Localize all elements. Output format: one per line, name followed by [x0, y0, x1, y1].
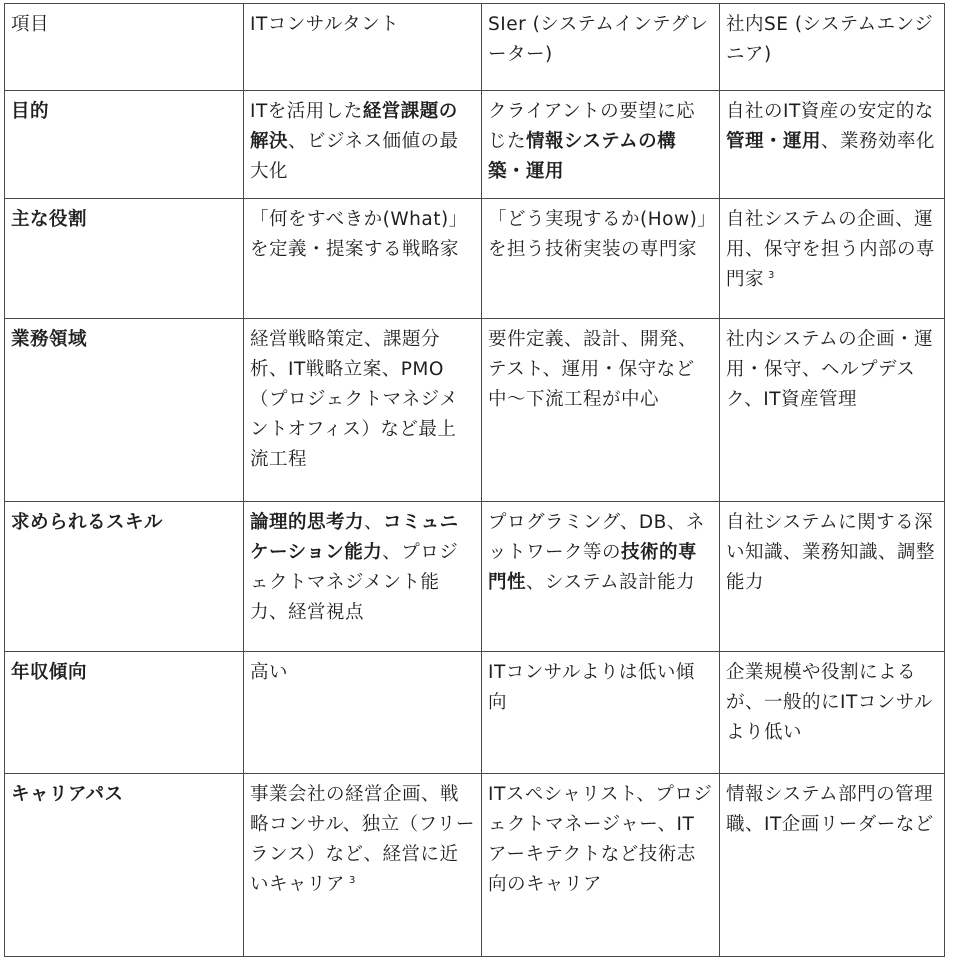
text-segment: 自社のIT資産の安定的な	[726, 101, 934, 122]
cell-career-it-consultant	[244, 774, 482, 957]
comparison-table	[4, 3, 945, 957]
cell-role-sier	[482, 199, 720, 319]
header-cell-sier: SIer (システムインテグレーター)	[482, 4, 720, 91]
text-segment: 「どう実現するか(How)」を担う技術実装の専門家	[488, 209, 708, 260]
cell-career-in-house-se	[720, 774, 945, 957]
table-row-purpose	[5, 91, 945, 199]
bold-text: 技術的専門性	[488, 542, 698, 593]
text-segment: 事業会社の経営企画、戦略コンサル、独立（フリーランス）など、経営に近いキャリア	[250, 784, 475, 895]
cell-salary-it-consultant	[244, 652, 482, 774]
text-segment: 企業規模や役割によるが、一般的にITコンサルより低い	[726, 662, 933, 743]
cell-salary-in-house-se	[720, 652, 945, 774]
cell-purpose-sier	[482, 91, 720, 199]
header-cell-item: 項目	[5, 4, 244, 91]
row-label: キャリアパス	[5, 774, 244, 957]
text-segment: 、システム設計能力	[526, 572, 696, 593]
cell-role-it-consultant	[244, 199, 482, 319]
table-row-role	[5, 199, 945, 319]
cell-career-sier	[482, 774, 720, 957]
cell-skills-in-house-se	[720, 502, 945, 652]
text-segment: 経営戦略策定、課題分析、IT戦略立案、PMO（プロジェクトマネジメントオフィス）など最上流工程	[250, 329, 459, 470]
text-segment: 、ビジネス価値の最大化	[250, 131, 459, 182]
text-segment: 自社システムに関する深い知識、業務知識、調整能力	[726, 512, 936, 593]
text-segment: 要件定義、設計、開発、テスト、運用・保守など中〜下流工程が中心	[488, 329, 698, 410]
bold-text: 情報システムの構築・運用	[488, 131, 677, 182]
table-row-skills	[5, 502, 945, 652]
row-label: 目的	[5, 91, 244, 199]
row-label: 主な役割	[5, 199, 244, 319]
header-cell-it-consultant: ITコンサルタント	[244, 4, 482, 91]
table-header-row	[5, 4, 945, 91]
text-segment: 、業務効率化	[821, 131, 936, 152]
bold-text: コミュニケーション能力	[250, 512, 459, 563]
bold-text: 経営課題の解決	[250, 101, 458, 152]
cell-salary-sier	[482, 652, 720, 774]
row-label: 求められるスキル	[5, 502, 244, 652]
text-segment: プログラミング、DB、ネットワーク等の	[488, 512, 705, 563]
text-segment: ITコンサルよりは低い傾向	[488, 662, 695, 713]
text-segment: 社内システムの企画・運用・保守、ヘルプデスク、IT資産管理	[726, 329, 934, 410]
text-segment: ITを活用した	[250, 101, 363, 122]
table-row-scope	[5, 319, 945, 502]
row-label: 業務領域	[5, 319, 244, 502]
header-cell-in-house-se: 社内SE (システムエンジニア)	[720, 4, 945, 91]
cell-purpose-in-house-se	[720, 91, 945, 199]
text-segment: 高い	[250, 662, 289, 683]
cell-scope-it-consultant	[244, 319, 482, 502]
text-segment: 自社システムの企画、運用、保守を担う内部の専門家	[726, 209, 936, 290]
cell-scope-sier	[482, 319, 720, 502]
text-segment: 「何をすべきか(What)」を定義・提案する戦略家	[250, 209, 468, 260]
text-segment: 、プロジェクトマネジメント能力、経営視点	[250, 542, 459, 623]
text-segment: 、	[364, 512, 384, 533]
cell-role-in-house-se	[720, 199, 945, 319]
bold-text: 管理・運用	[726, 131, 822, 152]
text-segment: 情報システム部門の管理職、IT企画リーダーなど	[726, 784, 934, 835]
cell-skills-it-consultant	[244, 502, 482, 652]
footnote-marker: 3	[349, 874, 356, 886]
footnote-marker: 3	[768, 269, 775, 281]
cell-purpose-it-consultant	[244, 91, 482, 199]
text-segment: クライアントの要望に応じた	[488, 101, 696, 152]
row-label: 年収傾向	[5, 652, 244, 774]
table-row-career	[5, 774, 945, 957]
cell-scope-in-house-se	[720, 319, 945, 502]
table-row-salary	[5, 652, 945, 774]
bold-text: 論理的思考力	[250, 512, 365, 533]
text-segment: ITスペシャリスト、プロジェクトマネージャー、ITアーキテクトなど技術志向のキャリア	[488, 784, 713, 895]
cell-skills-sier	[482, 502, 720, 652]
